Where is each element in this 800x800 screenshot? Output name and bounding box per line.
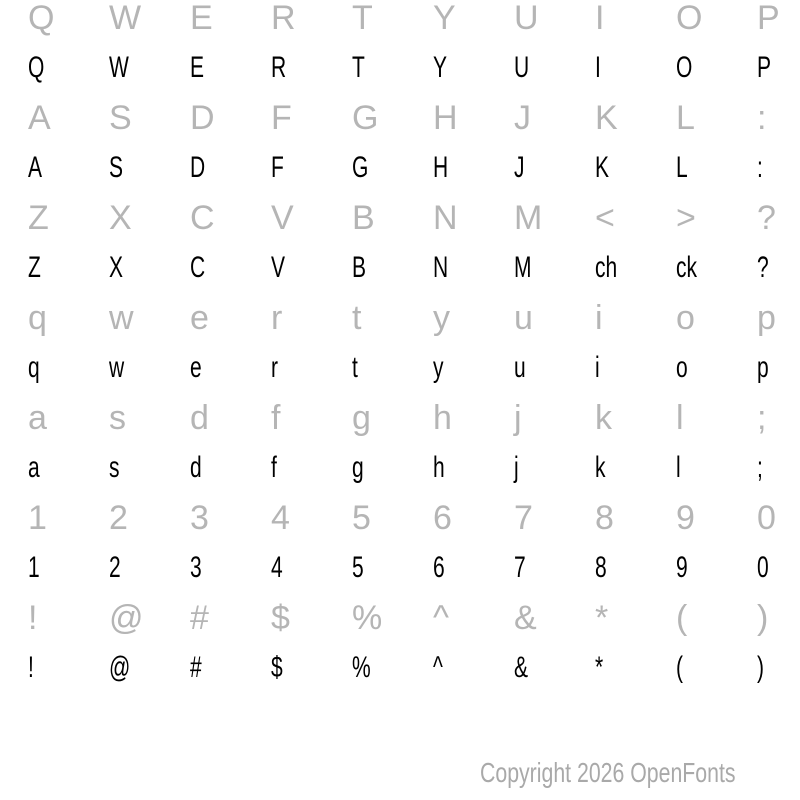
glyph-cell: B — [352, 199, 375, 237]
glyph-cell: 9 — [676, 499, 695, 537]
glyph-cell: i — [595, 351, 600, 384]
glyph-cell: S — [109, 99, 132, 137]
reference-row — [28, 598, 800, 638]
reference-row — [28, 298, 800, 338]
reference-row — [28, 198, 800, 238]
specimen-row — [28, 148, 800, 188]
glyph-cell: ; — [757, 451, 763, 484]
glyph-cell: 3 — [190, 551, 202, 584]
glyph-cell: 3 — [190, 499, 209, 537]
glyph-cell: a — [28, 399, 47, 437]
glyph-cell: V — [271, 251, 286, 284]
glyph-cell: o — [676, 351, 688, 384]
glyph-cell: F — [271, 99, 292, 137]
glyph-cell: 0 — [757, 551, 769, 584]
specimen-row — [28, 348, 800, 388]
glyph-cell: I — [595, 51, 601, 84]
glyph-cell: o — [676, 299, 695, 337]
glyph-cell: y — [433, 299, 450, 337]
glyph-cell: 0 — [757, 499, 776, 537]
glyph-cell: Z — [28, 251, 41, 284]
glyph-cell: 2 — [109, 551, 121, 584]
specimen-row — [28, 248, 800, 288]
glyph-cell: ? — [757, 251, 769, 284]
glyph-cell: 1 — [28, 499, 47, 537]
glyph-cell: r — [271, 351, 278, 384]
glyph-cell: ( — [676, 599, 688, 637]
specimen-row — [28, 548, 800, 588]
glyph-cell: : — [757, 151, 763, 184]
glyph-cell: f — [271, 399, 281, 437]
glyph-cell: Q — [28, 51, 45, 84]
glyph-cell: N — [433, 251, 449, 284]
glyph-cell: * — [595, 651, 604, 684]
glyph-cell: R — [271, 0, 296, 37]
glyph-cell: F — [271, 151, 284, 184]
glyph-cell: @ — [109, 599, 144, 637]
glyph-cell: h — [433, 399, 452, 437]
glyph-cell: Y — [433, 51, 448, 84]
glyph-cell: W — [109, 51, 129, 84]
glyph-cell: u — [514, 299, 533, 337]
glyph-cell: G — [352, 151, 369, 184]
glyph-cell: L — [676, 151, 688, 184]
glyph-cell: e — [190, 299, 209, 337]
glyph-cell: 4 — [271, 551, 283, 584]
glyph-cell: ch — [595, 251, 618, 284]
glyph-cell: P — [757, 0, 780, 37]
copyright-text: Copyright 2026 OpenFonts — [480, 757, 736, 788]
glyph-cell: R — [271, 51, 287, 84]
glyph-cell: A — [28, 99, 51, 137]
glyph-cell: Y — [433, 0, 456, 37]
glyph-cell: # — [190, 651, 202, 684]
glyph-cell: 8 — [595, 551, 607, 584]
glyph-cell: N — [433, 199, 458, 237]
glyph-cell: U — [514, 51, 530, 84]
glyph-cell: s — [109, 451, 120, 484]
glyph-cell: J — [514, 151, 525, 184]
glyph-cell: ) — [757, 599, 769, 637]
specimen-row — [28, 48, 800, 88]
glyph-cell: q — [28, 351, 40, 384]
glyph-cell: $ — [271, 599, 290, 637]
glyph-cell: k — [595, 399, 612, 437]
glyph-cell: a — [28, 451, 40, 484]
glyph-cell: > — [676, 199, 696, 237]
glyph-cell: X — [109, 251, 124, 284]
glyph-cell: 6 — [433, 499, 452, 537]
glyph-cell: t — [352, 351, 358, 384]
glyph-cell: T — [352, 0, 373, 37]
glyph-cell: @ — [109, 651, 131, 684]
glyph-cell: A — [28, 151, 43, 184]
glyph-cell: D — [190, 151, 206, 184]
glyph-cell: j — [514, 399, 522, 437]
glyph-cell: & — [514, 599, 537, 637]
specimen-row — [28, 448, 800, 488]
glyph-cell: ^ — [433, 651, 443, 684]
reference-row — [28, 98, 800, 138]
glyph-cell: O — [676, 0, 703, 37]
glyph-cell: l — [676, 451, 681, 484]
glyph-cell: i — [595, 299, 603, 337]
glyph-cell: 7 — [514, 499, 533, 537]
glyph-cell: ! — [28, 651, 34, 684]
glyph-cell: E — [190, 0, 213, 37]
glyph-cell: t — [352, 299, 362, 337]
glyph-cell: M — [514, 251, 532, 284]
glyph-cell: h — [433, 451, 445, 484]
glyph-cell: M — [514, 199, 543, 237]
glyph-cell: V — [271, 199, 294, 237]
glyph-cell: g — [352, 451, 364, 484]
glyph-cell: H — [433, 99, 458, 137]
glyph-cell: ? — [757, 199, 776, 237]
glyph-cell: W — [109, 0, 142, 37]
reference-row — [28, 0, 800, 38]
glyph-cell: ^ — [433, 599, 449, 637]
glyph-cell: k — [595, 451, 606, 484]
glyph-cell: q — [28, 299, 47, 337]
glyph-cell: r — [271, 299, 283, 337]
glyph-cell: 8 — [595, 499, 614, 537]
glyph-cell: Q — [28, 0, 55, 37]
glyph-cell: 4 — [271, 499, 290, 537]
glyph-cell: T — [352, 51, 365, 84]
glyph-cell: e — [190, 351, 202, 384]
glyph-cell: S — [109, 151, 124, 184]
glyph-cell: % — [352, 651, 371, 684]
glyph-cell: U — [514, 0, 539, 37]
glyph-cell: 7 — [514, 551, 526, 584]
glyph-cell: D — [190, 99, 215, 137]
glyph-cell: : — [757, 99, 767, 137]
glyph-cell: O — [676, 51, 693, 84]
reference-row — [28, 398, 800, 438]
glyph-cell: 5 — [352, 499, 371, 537]
glyph-cell: L — [676, 99, 695, 137]
glyph-cell: y — [433, 351, 444, 384]
glyph-cell: I — [595, 0, 605, 37]
glyph-cell: ( — [676, 651, 683, 684]
glyph-cell: P — [757, 51, 772, 84]
glyph-cell: % — [352, 599, 383, 637]
glyph-cell: p — [757, 299, 776, 337]
glyph-cell: s — [109, 399, 126, 437]
glyph-cell: * — [595, 599, 609, 637]
glyph-cell: p — [757, 351, 769, 384]
glyph-cell: J — [514, 99, 531, 137]
glyph-cell: ck — [676, 251, 697, 284]
glyph-cell: $ — [271, 651, 283, 684]
glyph-cell: ! — [28, 599, 38, 637]
glyph-cell: 2 — [109, 499, 128, 537]
glyph-cell: ) — [757, 651, 764, 684]
glyph-cell: C — [190, 199, 215, 237]
glyph-cell: H — [433, 151, 449, 184]
glyph-cell: X — [109, 199, 132, 237]
glyph-cell: w — [109, 299, 134, 337]
glyph-cell: Z — [28, 199, 49, 237]
glyph-cell: d — [190, 399, 209, 437]
glyph-cell: ; — [757, 399, 767, 437]
glyph-cell: C — [190, 251, 206, 284]
glyph-cell: K — [595, 99, 618, 137]
glyph-cell: g — [352, 399, 371, 437]
glyph-cell: K — [595, 151, 610, 184]
glyph-cell: u — [514, 351, 526, 384]
glyph-cell: & — [514, 651, 529, 684]
glyph-cell: E — [190, 51, 205, 84]
glyph-cell: j — [514, 451, 519, 484]
glyph-cell: w — [109, 351, 125, 384]
glyph-cell: G — [352, 99, 379, 137]
glyph-cell: B — [352, 251, 367, 284]
glyph-cell: 1 — [28, 551, 40, 584]
glyph-cell: 6 — [433, 551, 445, 584]
glyph-cell: 5 — [352, 551, 364, 584]
glyph-cell: l — [676, 399, 684, 437]
specimen-row — [28, 648, 800, 688]
glyph-cell: # — [190, 599, 209, 637]
glyph-cell: f — [271, 451, 277, 484]
glyph-cell: < — [595, 199, 615, 237]
reference-row — [28, 498, 800, 538]
glyph-cell: 9 — [676, 551, 688, 584]
glyph-cell: d — [190, 451, 202, 484]
